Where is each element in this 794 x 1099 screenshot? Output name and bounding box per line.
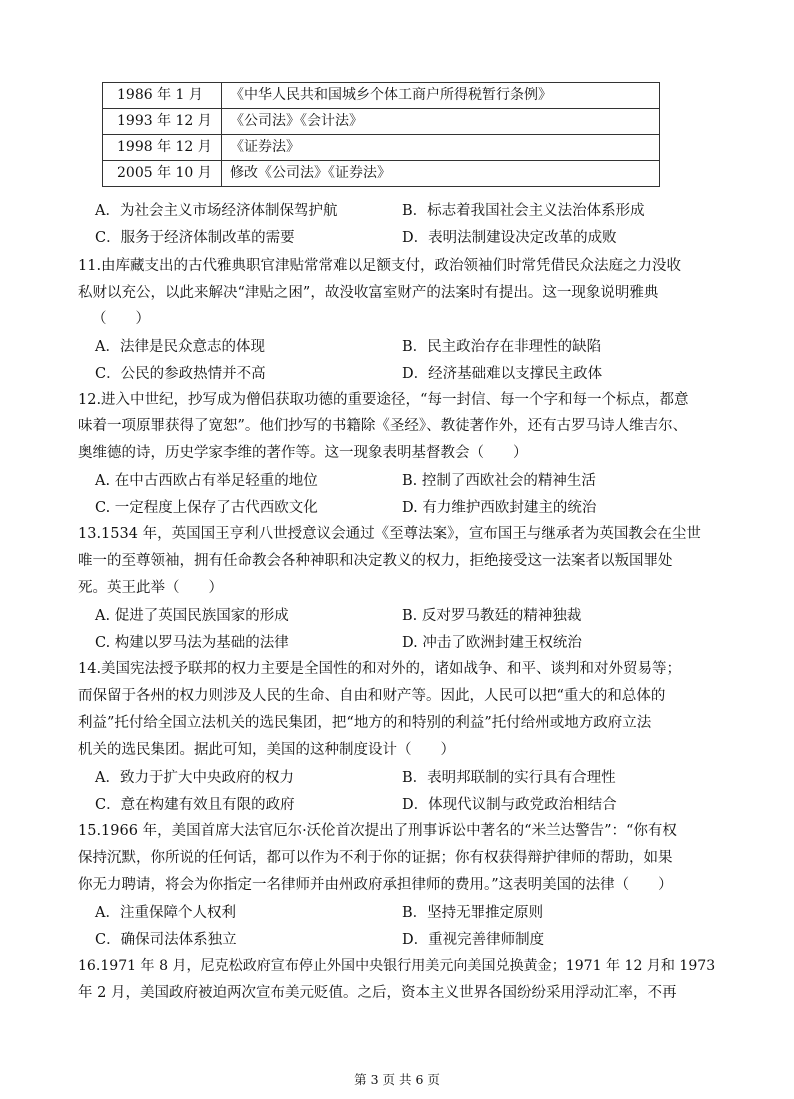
q11-stem-line: 11.由库藏支出的古代雅典职官津贴常常难以足额支付，政治领袖们时常凭借民众法庭之力没收 bbox=[78, 258, 682, 274]
q12-option-c: C. 一定程度上保存了古代西欧文化 bbox=[95, 500, 318, 516]
q13-option-b: B. 反对罗马教廷的精神独裁 bbox=[402, 608, 582, 624]
table-cell-date: 1998 年 12 月 bbox=[103, 135, 222, 161]
q15-stem-line: 15.1966 年，美国首席大法官厄尔·沃伦首次提出了刑事诉讼中著名的“米兰达警告”：“你有权 bbox=[78, 823, 677, 839]
q12-option-b: B. 控制了西欧社会的精神生活 bbox=[402, 473, 596, 489]
q11-option-d: D．经济基础难以支撑民主政体 bbox=[402, 366, 603, 382]
q14-stem-line: 利益”托付给全国立法机关的选民集团，把“地方的和特别的利益”托付给州或地方政府立法 bbox=[78, 715, 652, 731]
q14-stem-line: 机关的选民集团。据此可知，美国的这种制度设计（ ） bbox=[78, 742, 455, 758]
q12-option-a: A. 在中古西欧占有举足轻重的地位 bbox=[95, 473, 318, 489]
table-cell-date: 2005 年 10 月 bbox=[103, 161, 222, 187]
q14-stem-line: 而保留于各州的权力则涉及人民的生命、自由和财产等。因此，人民可以把“重大的和总体的 bbox=[78, 688, 666, 704]
q15-stem-line: 你无力聘请，将会为你指定一名律师并由州政府承担律师的费用。”这表明美国的法律（ ） bbox=[78, 877, 673, 893]
q14-option-d: D．体现代议制与政党政治相结合 bbox=[402, 797, 617, 813]
q11-option-c: C．公民的参政热情并不高 bbox=[95, 366, 266, 382]
q15-option-a: A．注重保障个人权利 bbox=[95, 905, 236, 921]
q11-answer-blank: （ ） bbox=[92, 311, 150, 327]
q10-option-c: C．服务于经济体制改革的需要 bbox=[95, 230, 295, 246]
q10-option-d: D．表明法制建设决定改革的成败 bbox=[402, 230, 617, 246]
q12-stem-line: 12.进入中世纪，抄写成为僧侣获取功德的重要途径，“每一封信、每一个字和每一个标点，都意 bbox=[78, 392, 689, 408]
q12-option-d: D. 有力维护西欧封建主的统治 bbox=[402, 500, 597, 516]
q14-option-c: C．意在构建有效且有限的政府 bbox=[95, 797, 295, 813]
table-cell-law: 《证券法》 bbox=[222, 135, 660, 161]
law-timeline-table bbox=[102, 82, 660, 187]
q11-stem-line: 私财以充公，以此来解决“津贴之困”，故没收富室财产的法案时有提出。这一现象说明雅典 bbox=[78, 285, 659, 301]
table-cell-date: 1993 年 12 月 bbox=[103, 109, 222, 135]
page-footer: 第 3 页 共 6 页 bbox=[354, 1072, 440, 1087]
q13-stem-line: 唯一的至尊领袖，拥有任命教会各种神职和决定教义的权力，拒绝接受这一法案者以叛国罪处 bbox=[78, 553, 673, 569]
q14-stem-line: 14.美国宪法授予联邦的权力主要是全国性的和对外的，诸如战争、和平、谈判和对外贸易等； bbox=[78, 661, 682, 677]
q16-stem-line: 16.1971 年 8 月，尼克松政府宣布停止外国中央银行用美元向美国兑换黄金；1971 年 12 月和 1973 bbox=[78, 958, 716, 974]
q15-option-b: B．坚持无罪推定原则 bbox=[402, 905, 544, 921]
q13-stem-line: 13.1534 年，英国国王亨利八世授意议会通过《至尊法案》，宣布国王与继承者为英国教会在尘世 bbox=[78, 526, 701, 542]
q10-option-b: B．标志着我国社会主义法治体系形成 bbox=[402, 203, 645, 219]
q11-option-b: B．民主政治存在非理性的缺陷 bbox=[402, 339, 602, 355]
q15-option-c: C．确保司法体系独立 bbox=[95, 932, 237, 948]
q12-stem-line: 奥维德的诗，历史学家李维的著作等。这一现象表明基督教会（ ） bbox=[78, 445, 528, 461]
q13-stem-line: 死。英王此举（ ） bbox=[78, 580, 223, 596]
q16-stem-line: 年 2 月，美国政府被迫两次宣布美元贬值。之后，资本主义世界各国纷纷采用浮动汇率，不再 bbox=[78, 985, 677, 1001]
table-row bbox=[103, 83, 660, 109]
table-cell-date: 1986 年 1 月 bbox=[103, 83, 222, 109]
table-row bbox=[103, 161, 660, 187]
q13-option-a: A. 促进了英国民族国家的形成 bbox=[95, 608, 289, 624]
q13-option-c: C. 构建以罗马法为基础的法律 bbox=[95, 635, 289, 651]
q10-option-a: A．为社会主义市场经济体制保驾护航 bbox=[95, 203, 338, 219]
q14-option-b: B．表明邦联制的实行具有合理性 bbox=[402, 770, 616, 786]
q12-stem-line: 味着一项原罪获得了宽恕”。他们抄写的书籍除《圣经》、教徒著作外，还有古罗马诗人维吉尔、 bbox=[78, 418, 688, 434]
table-cell-law: 《中华人民共和国城乡个体工商户所得税暂行条例》 bbox=[222, 83, 660, 109]
q14-option-a: A．致力于扩大中央政府的权力 bbox=[95, 770, 294, 786]
q15-stem-line: 保持沉默，你所说的任何话，都可以作为不利于你的证据；你有权获得辩护律师的帮助，如果 bbox=[78, 850, 673, 866]
table-row bbox=[103, 135, 660, 161]
q15-option-d: D．重视完善律师制度 bbox=[402, 932, 545, 948]
table-row bbox=[103, 109, 660, 135]
table-cell-law: 修改《公司法》《证券法》 bbox=[222, 161, 660, 187]
q11-option-a: A．法律是民众意志的体现 bbox=[95, 339, 265, 355]
q13-option-d: D. 冲击了欧洲封建王权统治 bbox=[402, 635, 582, 651]
table-cell-law: 《公司法》《会计法》 bbox=[222, 109, 660, 135]
